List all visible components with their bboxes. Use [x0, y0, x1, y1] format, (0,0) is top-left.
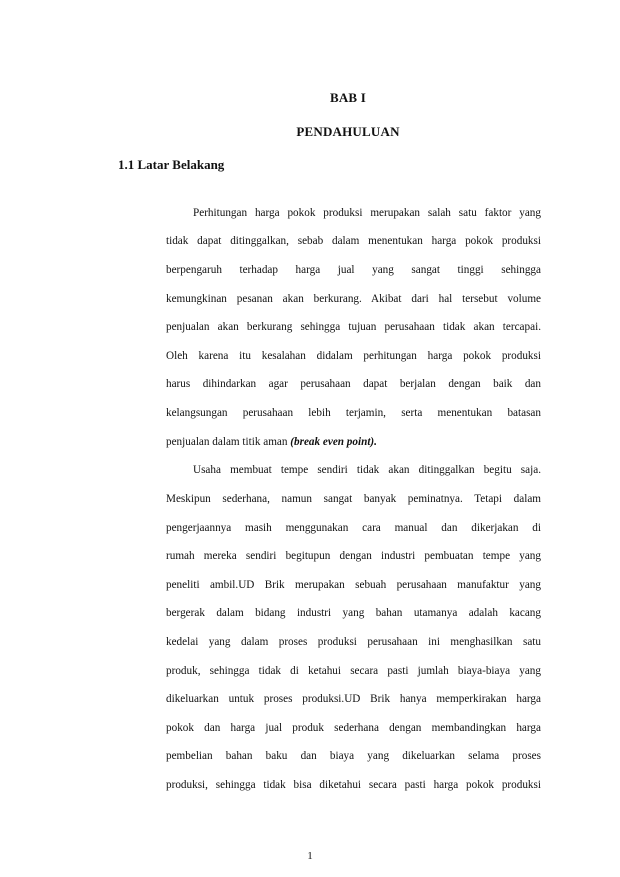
chapter-title: PENDAHULUAN: [296, 124, 400, 139]
section-title: 1.1 Latar Belakang: [118, 157, 225, 172]
page-number: 1: [307, 850, 313, 862]
paragraph-line: rumah mereka sendiri begitupun dengan industri pembuatan tempe yang: [166, 550, 541, 562]
paragraph-line: Oleh karena itu kesalahan didalam perhitungan harga pokok produksi: [166, 350, 541, 362]
paragraph-line: kelangsungan perusahaan lebih terjamin, serta menentukan batasan: [166, 407, 541, 419]
paragraph-line: produksi, sehingga tidak bisa diketahui secara pasti harga pokok produksi: [166, 779, 541, 791]
chapter-heading: BAB I: [329, 90, 367, 105]
emphasis-term: (break even point).: [290, 436, 377, 448]
paragraph-line: peneliti ambil.UD Brik merupakan sebuah perusahaan manufaktur yang: [166, 579, 541, 591]
paragraph-line: pembelian bahan baku dan biaya yang dikeluarkan selama proses: [166, 750, 541, 762]
paragraph-line: Meskipun sederhana, namun sangat banyak peminatnya. Tetapi dalam: [166, 493, 541, 505]
paragraph-last-line: [166, 435, 541, 449]
paragraph-line: produk, sehingga tidak di ketahui secara pasti jumlah biaya-biaya yang: [166, 665, 541, 677]
paragraph-line: pengerjaannya masih menggunakan cara manual dan dikerjakan di: [166, 522, 541, 534]
paragraph-line: kemungkinan pesanan akan berkurang. Akibat dari hal tersebut volume: [166, 293, 541, 305]
paragraph-line: penjualan akan berkurang sehingga tujuan perusahaan tidak akan tercapai.: [166, 321, 541, 333]
paragraph-line: Perhitungan harga pokok produksi merupakan salah satu faktor yang: [193, 207, 541, 219]
paragraph-line: tidak dapat ditinggalkan, sebab dalam menentukan harga pokok produksi: [166, 235, 541, 247]
paragraph-line: berpengaruh terhadap harga jual yang sangat tinggi sehingga: [166, 264, 541, 276]
paragraph-line: bergerak dalam bidang industri yang bahan utamanya adalah kacang: [166, 607, 541, 619]
paragraph-line: harus dihindarkan agar perusahaan dapat berjalan dengan baik dan: [166, 378, 541, 390]
paragraph-line: Usaha membuat tempe sendiri tidak akan ditinggalkan begitu saja.: [193, 464, 541, 476]
paragraph-text: penjualan dalam titik aman: [166, 436, 291, 448]
paragraph-line: pokok dan harga jual produk sederhana dengan membandingkan harga: [166, 722, 541, 734]
paragraph-line: kedelai yang dalam proses produksi perusahaan ini menghasilkan satu: [166, 636, 541, 648]
paragraph-line: dikeluarkan untuk proses produksi.UD Brik hanya memperkirakan harga: [166, 693, 541, 705]
